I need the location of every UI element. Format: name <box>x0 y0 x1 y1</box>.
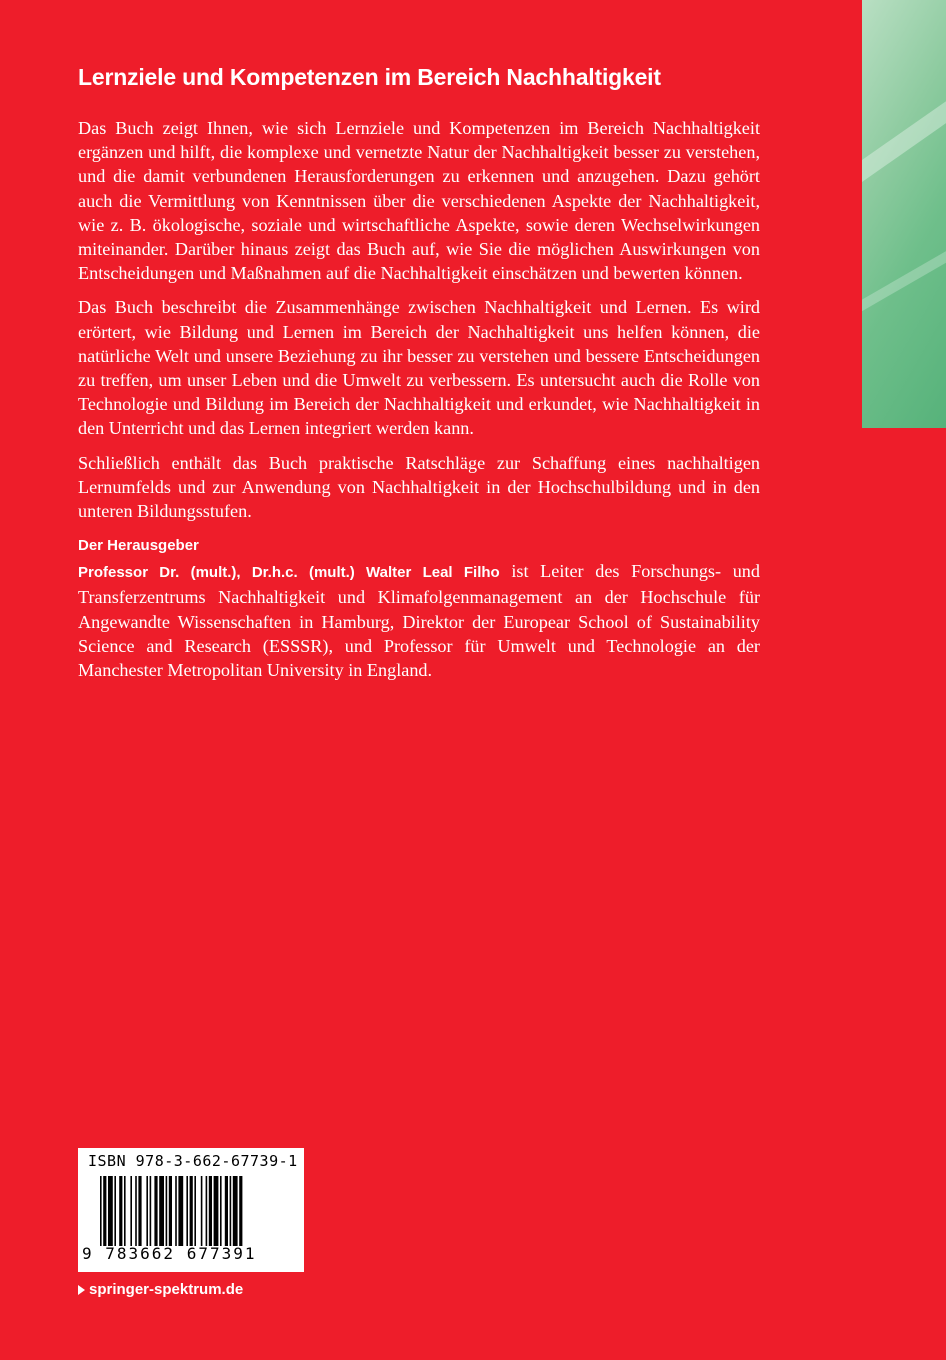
back-cover-content <box>78 62 760 682</box>
barcode-bar <box>201 1176 203 1246</box>
barcode-bar <box>100 1176 102 1246</box>
barcode-bar <box>146 1176 148 1246</box>
barcode-bar <box>124 1176 126 1246</box>
barcode-bar <box>206 1176 208 1246</box>
barcode-bar <box>239 1176 242 1246</box>
barcode-bar <box>178 1176 183 1246</box>
description-paragraph-1: Das Buch zeigt Ihnen, wie sich Lernziele und Kompetenzen im Bereich Nachhaltigkeit ergänzen und hilft, die komplexe und vernetzte Natur der Nachhaltigkeit besser zu verstehen, und die damit verbundenen Herausforderungen zu erkennen und anzugehen. Dazu gehört auch die Vermittlung von Kenntnissen über die verschiedenen Aspekte der Nachhaltigkeit, wie z. B. ökologische, soziale und wirtschaftliche Aspekte, sowie deren Wechselwirkungen miteinander. Darüber hinaus zeigt das Buch auf, wie Sie die möglichen Auswirkungen von Entscheidungen und Maßnahmen auf die Nachhaltigkeit einschätzen und bewerten können. <box>78 118 760 284</box>
editor-bio-text: ist Leiter des Forschungs- und Transferzentrums Nachhaltigkeit und Klimafolgenmanagement an der Hochschule für Angewandte Wissenschaften in Hamburg, Direktor der Europear School of Sustainability Science and Research (ESSSR), und Professor für Umwelt und Technologie an der Manchester Metropolitan University in England. <box>78 561 760 681</box>
barcode-digits: 9 783662 677391 <box>82 1244 257 1263</box>
website-link[interactable] <box>78 1280 243 1300</box>
barcode-bar <box>150 1176 152 1246</box>
barcode-bar <box>135 1176 137 1246</box>
barcode-bar <box>233 1176 238 1246</box>
barcode-bar <box>138 1176 141 1246</box>
barcode-bar <box>169 1176 172 1246</box>
barcode-bar <box>225 1176 228 1246</box>
book-title: Lernziele und Kompetenzen im Bereich Nachhaltigkeit <box>78 64 661 90</box>
barcode-bar <box>186 1176 188 1246</box>
barcode-bar <box>130 1176 132 1246</box>
editor-bio <box>78 559 760 682</box>
barcode-bar <box>194 1176 196 1246</box>
decorative-gradient-strip <box>862 0 946 428</box>
barcode-bar <box>154 1176 157 1246</box>
barcode-bar <box>214 1176 219 1246</box>
barcode-bar <box>190 1176 193 1246</box>
barcode-bar <box>114 1176 116 1246</box>
editor-name: Professor Dr. (mult.), Dr.h.c. (mult.) Walter Leal Filho <box>78 564 500 582</box>
website-text[interactable]: springer-spektrum.de <box>89 1281 244 1298</box>
barcode-bar <box>159 1176 164 1246</box>
isbn-label: ISBN 978-3-662-67739-1 <box>88 1152 298 1170</box>
barcode-bar <box>209 1176 212 1246</box>
barcode-bar <box>103 1176 106 1246</box>
barcode-bar <box>220 1176 222 1246</box>
arrow-right-icon <box>78 1285 85 1295</box>
barcode-bar <box>230 1176 232 1246</box>
editor-heading: Der Herausgeber <box>78 537 199 555</box>
barcode-bar <box>175 1176 177 1246</box>
barcode-bar <box>108 1176 113 1246</box>
barcode-bars <box>100 1176 296 1246</box>
description-paragraph-3: Schließlich enthält das Buch praktische Ratschläge zur Schaffung eines nachhaltigen Lernumfelds und zur Anwendung von Nachhaltigkeit in der Hochschulbildung und in den unteren Bildungsstufen. <box>78 452 760 522</box>
barcode-bar <box>166 1176 168 1246</box>
isbn-barcode <box>78 1148 304 1272</box>
barcode-bar <box>119 1176 122 1246</box>
description-paragraph-2: Das Buch beschreibt die Zusammenhänge zwischen Nachhaltigkeit und Lernen. Es wird erörtert, wie Bildung und Lernen im Bereich der Nachhaltigkeit uns helfen können, die natürliche Welt und unsere Beziehung zu ihr besser zu verstehen und bessere Entscheidungen zu treffen, um unser Leben und die Umwelt zu verbessern. Es untersucht auch die Rolle von Technologie und Bildung im Bereich der Nachhaltigkeit und erkundet, wie Nachhaltigkeit in den Unterricht und das Lernen integriert werden kann. <box>78 297 760 439</box>
